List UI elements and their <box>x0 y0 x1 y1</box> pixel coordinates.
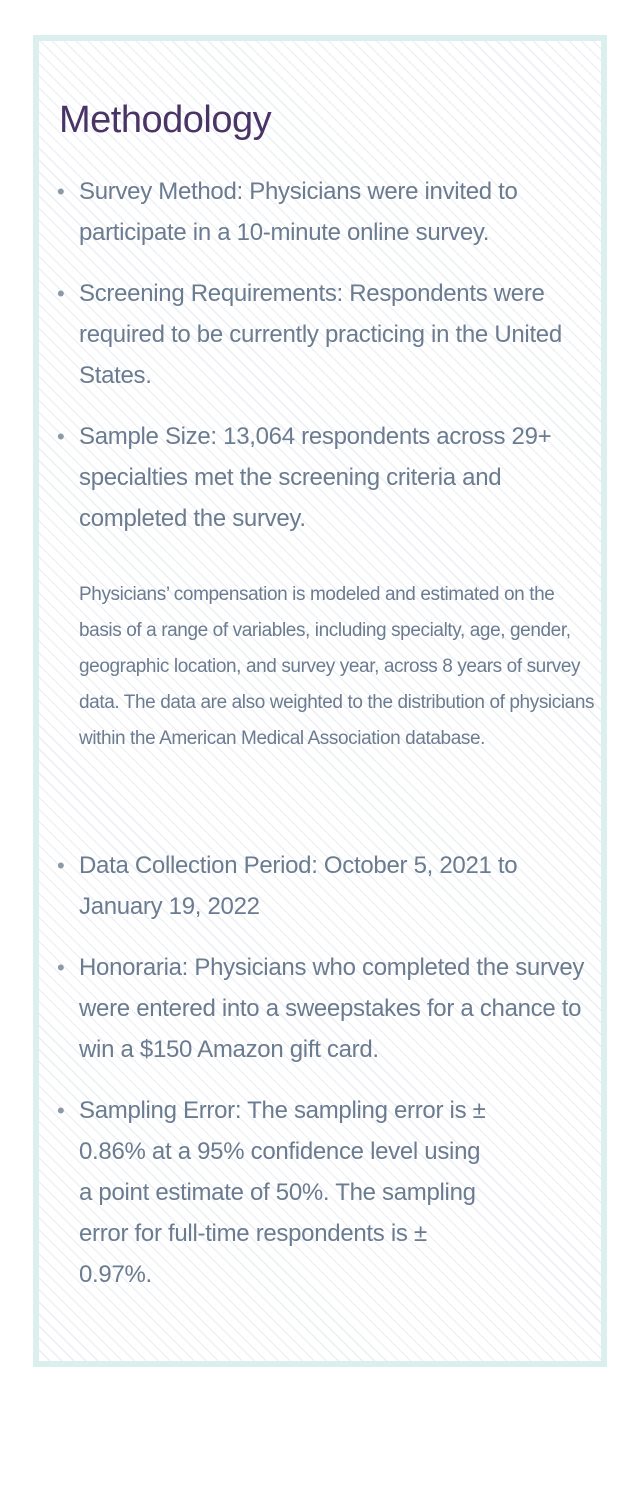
list-item-sampling-error <box>39 1090 599 1295</box>
methodology-panel <box>33 35 607 1367</box>
list-item-survey-method <box>39 171 599 253</box>
list-item-text: Sampling Error: The sampling error is ± 0.86% at a 95% confidence level using a point estimate of 50%. The sampling error for full-time respondents is ± 0.97%. <box>79 1097 486 1288</box>
bullet-icon: • <box>57 955 65 980</box>
list-item-text: Sample Size: 13,064 respondents across 29+ specialties met the screening criteria and completed the survey. <box>79 423 552 532</box>
bullet-icon: • <box>57 1098 65 1123</box>
methodology-list-bottom <box>39 845 599 1295</box>
list-item-sample-size <box>39 416 599 539</box>
compensation-note: Physicians’ compensation is modeled and estimated on the basis of a range of variables, including specialty, age, gender, geographic location, and survey year, across 8 years of survey data. The data are also weighted to the distribution of physicians within the American Medical Association database. <box>79 584 595 749</box>
bullet-icon: • <box>57 424 65 449</box>
list-item-screening-requirements <box>39 273 599 396</box>
list-item-data-collection-period <box>39 845 599 927</box>
methodology-list-top <box>39 171 599 539</box>
list-item-text: Honoraria: Physicians who completed the survey were entered into a sweepstakes for a chance to win a $150 Amazon gift card. <box>79 954 585 1063</box>
list-item-text: Survey Method: Physicians were invited to participate in a 10-minute online survey. <box>79 178 518 246</box>
bullet-icon: • <box>57 853 65 878</box>
list-item-text: Data Collection Period: October 5, 2021 to January 19, 2022 <box>79 852 518 920</box>
list-item-text: Screening Requirements: Respondents were required to be currently practicing in the United States. <box>79 280 562 389</box>
list-item-honoraria <box>39 947 599 1070</box>
bullet-icon: • <box>57 281 65 306</box>
page-title: Methodology <box>59 99 272 141</box>
bullet-icon: • <box>57 179 65 204</box>
